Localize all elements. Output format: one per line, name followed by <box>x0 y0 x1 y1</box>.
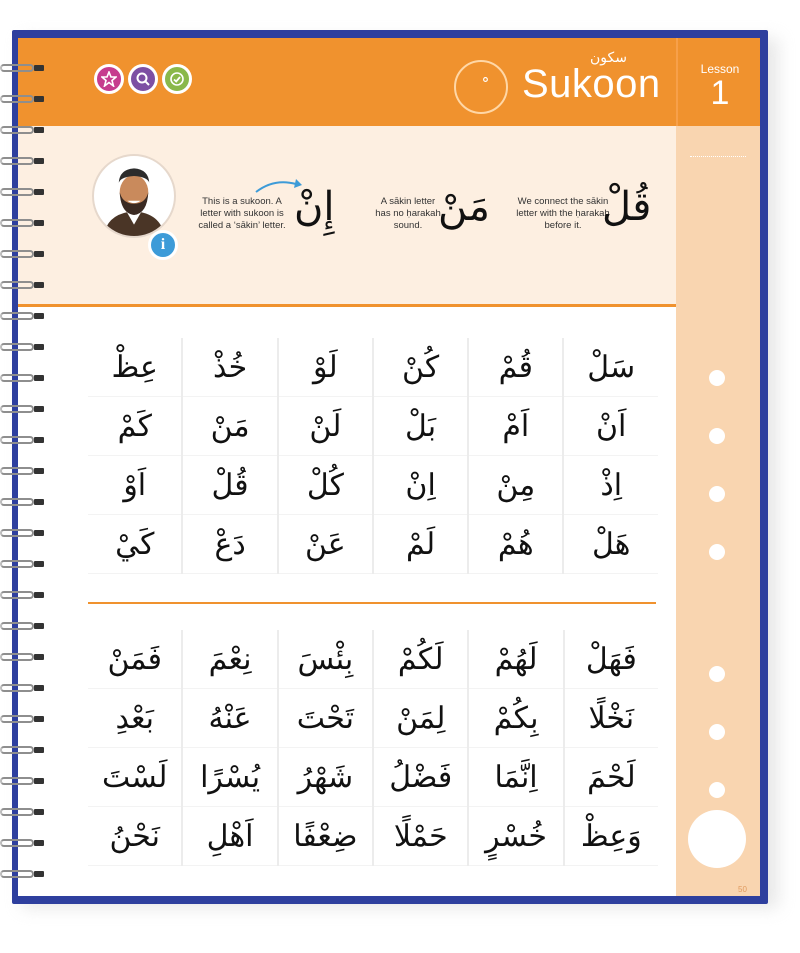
binding-ring <box>0 95 42 105</box>
example-arabic[interactable]: قُلْ <box>602 184 652 230</box>
word-cell[interactable]: مِنْ <box>468 456 563 515</box>
binding-ring <box>0 343 42 353</box>
word-cell[interactable]: بَلْ <box>373 397 468 456</box>
word-cell[interactable]: حَمْلًا <box>373 807 468 866</box>
word-cell[interactable]: لَكُمْ <box>373 630 468 689</box>
page-number: 50 <box>738 885 747 894</box>
grid-row <box>88 807 658 866</box>
word-cell[interactable]: وَعِظْ <box>564 807 658 866</box>
binding-ring <box>0 560 42 570</box>
binding-ring <box>0 839 42 849</box>
row-dot <box>709 782 725 798</box>
check-icon[interactable] <box>162 64 192 94</box>
section-divider <box>88 602 656 604</box>
word-cell[interactable]: لَمْ <box>373 515 468 574</box>
row-dot <box>709 724 725 740</box>
word-cell[interactable]: هُمْ <box>468 515 563 574</box>
info-divider <box>18 304 676 307</box>
page-title: Sukoon <box>522 62 661 106</box>
letter-grid-2 <box>88 630 658 866</box>
word-cell[interactable]: اِنَّمَا <box>468 748 563 807</box>
grid-row <box>88 689 658 748</box>
binding-ring <box>0 219 42 229</box>
sukoon-badge <box>454 60 508 114</box>
lesson-number: 1 <box>710 74 730 112</box>
word-cell[interactable]: اَهْلِ <box>182 807 277 866</box>
word-cell[interactable]: عَنْهُ <box>182 689 277 748</box>
binding-ring <box>0 436 42 446</box>
word-cell[interactable]: سَلْ <box>563 338 658 397</box>
word-cell[interactable]: نِعْمَ <box>182 630 277 689</box>
word-cell[interactable]: كَمْ <box>88 397 182 456</box>
grid-row <box>88 397 658 456</box>
word-cell[interactable]: اَمْ <box>468 397 563 456</box>
example-arabic[interactable]: مَنْ <box>438 184 490 230</box>
example-arabic[interactable]: إِنْ <box>294 184 335 230</box>
word-cell[interactable]: تَحْتَ <box>278 689 373 748</box>
row-dot <box>709 428 725 444</box>
word-cell[interactable]: هَلْ <box>563 515 658 574</box>
word-cell[interactable]: قُلْ <box>182 456 277 515</box>
teacher-avatar[interactable] <box>92 154 176 238</box>
word-cell[interactable]: كُلْ <box>278 456 373 515</box>
grid-row <box>88 630 658 689</box>
search-icon[interactable] <box>128 64 158 94</box>
word-cell[interactable]: لِمَنْ <box>373 689 468 748</box>
grid-row <box>88 456 658 515</box>
grid-row <box>88 748 658 807</box>
binding-ring <box>0 405 42 415</box>
binding-ring <box>0 250 42 260</box>
word-cell[interactable]: بِكُمْ <box>468 689 563 748</box>
header-icons <box>94 64 192 94</box>
book-page <box>18 38 760 896</box>
side-divider <box>690 156 746 157</box>
word-cell[interactable]: لَسْتَ <box>88 748 182 807</box>
side-margin <box>676 126 760 896</box>
binding-ring <box>0 622 42 632</box>
sakin-note: A sākin letter has no ḥarakah sound. <box>375 196 441 231</box>
binding-ring <box>0 591 42 601</box>
binding-ring <box>0 529 42 539</box>
binding-ring <box>0 188 42 198</box>
word-cell[interactable]: اِنْ <box>373 456 468 515</box>
word-cell[interactable]: نَحْنُ <box>88 807 182 866</box>
word-cell[interactable]: دَعْ <box>182 515 277 574</box>
binding-ring <box>0 467 42 477</box>
binding-ring <box>0 126 42 136</box>
sukoon-note: This is a sukoon. A letter with sukoon is called a ‘sākin’ letter. <box>198 196 286 231</box>
word-cell[interactable]: نَخْلًا <box>564 689 658 748</box>
binding-ring <box>0 715 42 725</box>
word-cell[interactable]: لَهُمْ <box>468 630 563 689</box>
word-cell[interactable]: اَوْ <box>88 456 182 515</box>
row-dot <box>709 486 725 502</box>
word-cell[interactable]: بَعْدِ <box>88 689 182 748</box>
lesson-label: Lesson <box>700 62 740 76</box>
binding-ring <box>0 808 42 818</box>
word-cell[interactable]: كَيْ <box>88 515 182 574</box>
binding-ring <box>0 653 42 663</box>
letter-grid-1 <box>88 338 658 574</box>
word-cell[interactable]: ضِعْفًا <box>278 807 373 866</box>
word-cell[interactable]: خُسْرٍ <box>468 807 563 866</box>
word-cell[interactable]: كُنْ <box>373 338 468 397</box>
grid-row <box>88 515 658 574</box>
title-arabic: سكون <box>590 50 627 66</box>
word-cell[interactable]: عِظْ <box>88 338 182 397</box>
word-cell[interactable]: عَنْ <box>278 515 373 574</box>
pen-target[interactable] <box>688 810 746 868</box>
binding-ring <box>0 684 42 694</box>
binding-ring <box>0 157 42 167</box>
word-cell[interactable]: اَنْ <box>563 397 658 456</box>
word-cell[interactable]: يُسْرًا <box>182 748 277 807</box>
connect-note: We connect the sākin letter with the ḥarakah before it. <box>516 196 610 231</box>
word-cell[interactable]: قُمْ <box>468 338 563 397</box>
word-cell[interactable]: لَوْ <box>278 338 373 397</box>
grid-row <box>88 338 658 397</box>
row-dot <box>709 544 725 560</box>
word-cell[interactable]: فَهَلْ <box>564 630 658 689</box>
binding-ring <box>0 777 42 787</box>
word-cell[interactable]: فَضْلُ <box>373 748 468 807</box>
word-cell[interactable]: شَهْرُ <box>278 748 373 807</box>
binding-ring <box>0 870 42 880</box>
binding-ring <box>0 312 42 322</box>
binding-ring <box>0 374 42 384</box>
row-dot <box>709 370 725 386</box>
lesson-header <box>18 38 760 126</box>
lesson-tab <box>676 38 760 126</box>
word-cell[interactable]: لَنْ <box>278 397 373 456</box>
word-cell[interactable]: فَمَنْ <box>88 630 182 689</box>
word-cell[interactable]: بِئْسَ <box>278 630 373 689</box>
binding-ring <box>0 64 42 74</box>
binding-ring <box>0 498 42 508</box>
binding-ring <box>0 281 42 291</box>
word-cell[interactable]: اِذْ <box>563 456 658 515</box>
star-icon[interactable] <box>94 64 124 94</box>
word-cell[interactable]: مَنْ <box>182 397 277 456</box>
row-dot <box>709 666 725 682</box>
binding-ring <box>0 746 42 756</box>
word-cell[interactable]: لَحْمَ <box>564 748 658 807</box>
word-cell[interactable]: خُذْ <box>182 338 277 397</box>
info-icon[interactable]: i <box>148 230 178 260</box>
